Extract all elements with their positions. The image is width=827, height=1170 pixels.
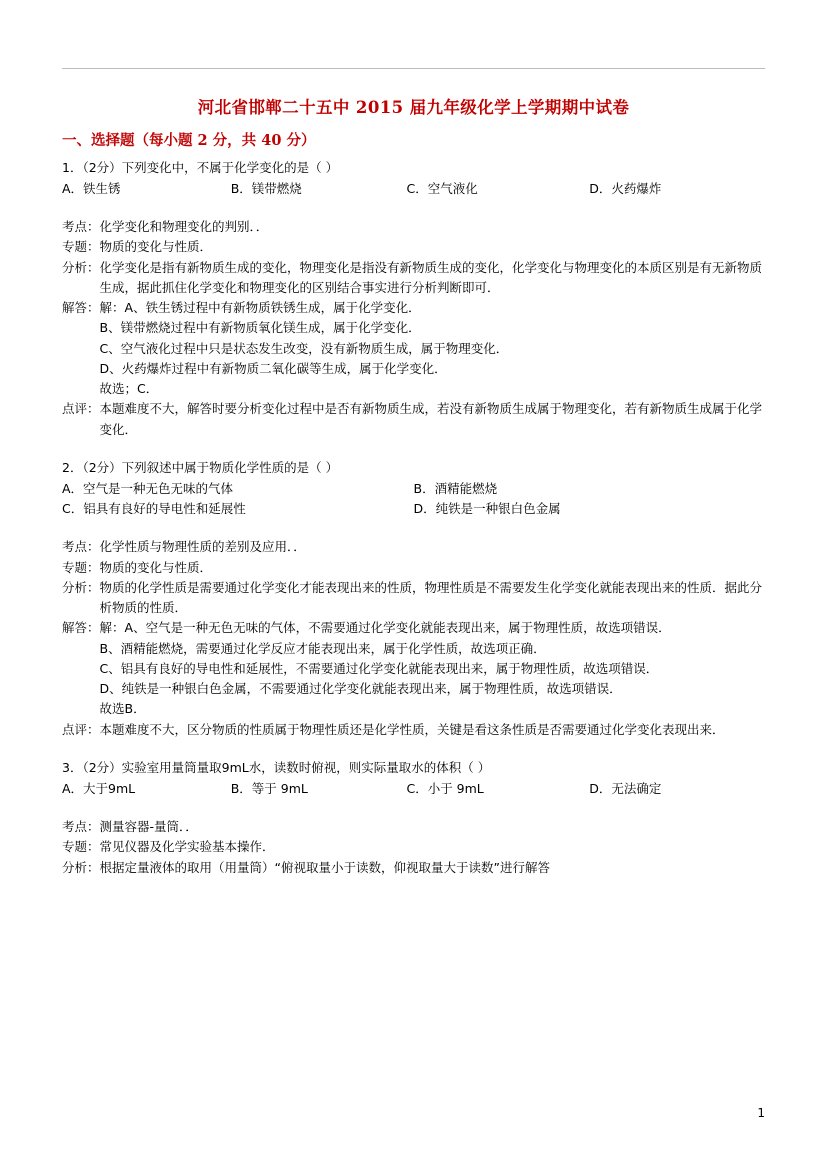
question-options: [62, 779, 765, 799]
option-b[interactable]: B．等于 9mL: [230, 781, 308, 797]
jieda-line: B、镁带燃烧过程中有新物质氧化镁生成，属于化学变化．: [99, 320, 421, 336]
option-a[interactable]: A．铁生锈: [62, 181, 121, 197]
header-divider: [62, 68, 765, 69]
option-c[interactable]: C．小于 9mL: [406, 781, 484, 797]
fenxi-label: 分析：: [62, 579, 100, 595]
fenxi-text: 化学变化是指有新物质生成的变化，物理变化是指没有新物质生成的变化，化学变化与物理变化的本质区别是有无新物质生成，据此抓住化学变化和物理变化的区别结合事实进行分析判断即可．: [99, 259, 763, 295]
option-a[interactable]: A．大于9mL: [62, 781, 136, 797]
option-a[interactable]: A．空气是一种无色无味的气体: [62, 481, 234, 497]
fenxi-text: 物质的化学性质是需要通过化学变化才能表现出来的性质，物理性质是不需要发生化学变化就能表现出来的性质．据此分析物质的性质．: [99, 579, 763, 616]
kaodian-text: 测量容器-量筒．．: [99, 819, 198, 835]
option-d[interactable]: D．无法确定: [589, 781, 662, 797]
kaodian-row: [62, 537, 765, 557]
question-stem: 1．（2分）下列变化中，不属于化学变化的是（ ）: [62, 159, 339, 175]
zhuanti-label: 专题：: [62, 239, 100, 255]
question-block: [62, 458, 765, 740]
zhuanti-text: 常见仪器及化学实验基本操作．: [99, 839, 275, 855]
question-spacer: [62, 440, 765, 458]
question-options: [62, 179, 765, 199]
dianping-row: [62, 399, 765, 440]
jieda-line: C、铝具有良好的导电性和延展性，不需要通过化学变化就能表现出来，属于物理性质，故选项错误．: [99, 660, 659, 676]
kaodian-label: 考点：: [62, 819, 100, 835]
jieda-label: 解答：: [62, 300, 100, 316]
jieda-line: 解：A、空气是一种无色无味的气体，不需要通过化学变化就能表现出来，属于物理性质，故选项错误．: [99, 620, 671, 636]
fenxi-row: [62, 578, 765, 619]
zhuanti-row: [62, 558, 765, 578]
jieda-label: 解答：: [62, 620, 100, 636]
question-block: [62, 758, 765, 878]
dianping-text: 本题难度不大，解答时要分析变化过程中是否有新物质生成，若没有新物质生成属于物理变化，若有新物质生成属于化学变化．: [99, 401, 763, 437]
option-b[interactable]: B．酒精能燃烧: [413, 481, 498, 497]
fenxi-label: 分析：: [62, 859, 100, 875]
page-title: 河北省邯郸二十五中 2015 届九年级化学上学期期中试卷: [197, 98, 630, 117]
question-stem: 3．（2分）实验室用量筒量取9mL水，读数时俯视，则实际量取水的体积（ ）: [62, 759, 491, 775]
zhuanti-label: 专题：: [62, 839, 100, 855]
dianping-label: 点评：: [62, 401, 100, 417]
jieda-line: B、酒精能燃烧，需要通过化学反应才能表现出来，属于化学性质，故选项正确．: [99, 640, 546, 656]
dianping-row: [62, 720, 765, 740]
kaodian-text: 化学变化和物理变化的判别．．: [99, 219, 269, 235]
fenxi-row: [62, 858, 765, 878]
jieda-text: [100, 618, 765, 719]
dianping-label: 点评：: [62, 721, 100, 737]
answer-explanation: [62, 817, 765, 878]
option-d[interactable]: D．纯铁是一种银白色金属: [413, 501, 561, 517]
question-options: [62, 479, 765, 519]
jieda-line: 故选；C．: [99, 381, 159, 397]
kaodian-row: [62, 217, 765, 237]
question-spacer: [62, 740, 765, 758]
fenxi-text: 根据定量液体的取用（用量筒）“俯视取量小于读数，仰视取量大于读数”进行解答: [99, 859, 550, 875]
question-stem: 2．（2分）下列叙述中属于物质化学性质的是（ ）: [62, 459, 339, 475]
zhuanti-text: 物质的变化与性质．: [99, 239, 213, 255]
jieda-line: 故选B．: [99, 701, 146, 717]
kaodian-row: [62, 817, 765, 837]
kaodian-label: 考点：: [62, 219, 100, 235]
kaodian-label: 考点：: [62, 539, 100, 555]
zhuanti-text: 物质的变化与性质．: [99, 559, 213, 575]
jieda-row: [62, 298, 765, 399]
zhuanti-row: [62, 837, 765, 857]
jieda-line: D、纯铁是一种银白色金属，不需要通过化学变化就能表现出来，属于物理性质，故选项错误．: [99, 681, 622, 697]
jieda-row: [62, 618, 765, 719]
jieda-text: [100, 298, 765, 399]
jieda-line: 解：A、铁生锈过程中有新物质铁锈生成，属于化学变化．: [99, 300, 421, 316]
fenxi-label: 分析：: [62, 259, 100, 275]
page-number: 1: [757, 1106, 765, 1120]
zhuanti-row: [62, 237, 765, 257]
answer-explanation: [62, 537, 765, 740]
fenxi-row: [62, 258, 765, 299]
document-body: [62, 96, 765, 878]
option-d[interactable]: D．火药爆炸: [589, 181, 662, 197]
kaodian-text: 化学性质与物理性质的差别及应用．．: [99, 539, 306, 555]
jieda-line: D、火药爆炸过程中有新物质二氧化碳等生成，属于化学变化．: [99, 360, 447, 376]
option-b[interactable]: B．镁带燃烧: [230, 181, 302, 197]
jieda-line: C、空气液化过程中只是状态发生改变，没有新物质生成，属于物理变化．: [99, 340, 509, 356]
zhuanti-label: 专题：: [62, 559, 100, 575]
section-heading: 一、选择题（每小题 2 分，共 40 分）: [62, 132, 316, 150]
option-c[interactable]: C．铝具有良好的导电性和延展性: [62, 501, 246, 517]
question-block: [62, 158, 765, 440]
answer-explanation: [62, 217, 765, 440]
option-c[interactable]: C．空气液化: [406, 181, 478, 197]
dianping-text: 本题难度不大，区分物质的性质属于物理性质还是化学性质，关键是看这条性质是否需要通过化学变化表现出来．: [99, 721, 725, 737]
